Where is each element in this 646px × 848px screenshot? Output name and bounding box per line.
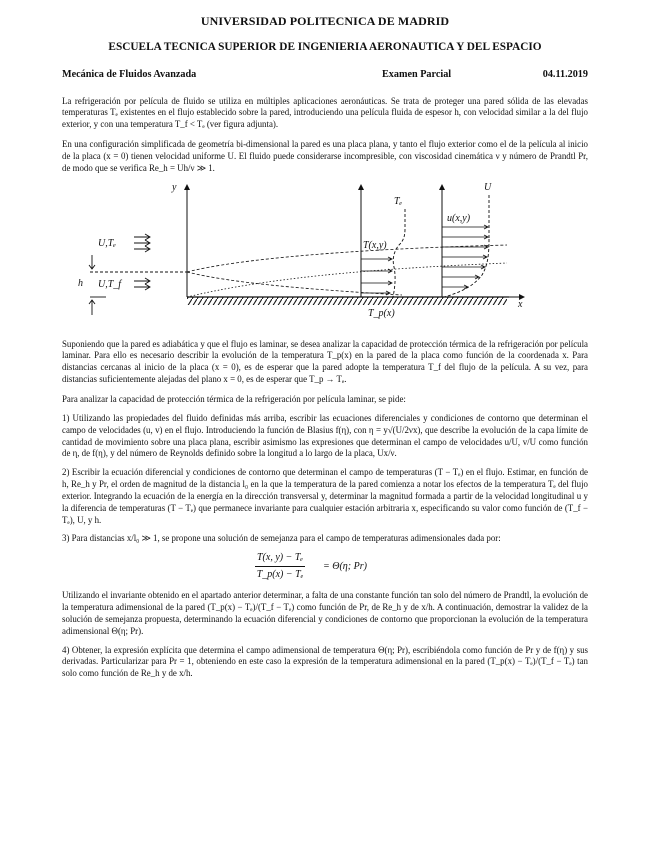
outer-velocity-label: U — [484, 181, 492, 193]
temperature-profile-label: T(x,y) — [363, 239, 387, 251]
formula-rhs: = Θ(η; Pr) — [323, 561, 367, 573]
temperature-profile-arrows — [361, 257, 392, 295]
film-flow-label: U,T_f — [98, 278, 122, 290]
university-title: UNIVERSIDAD POLITECNICA DE MADRID — [200, 14, 450, 28]
course-name: Mecánica de Fluidos Avanzada — [62, 68, 197, 80]
question-4: 4) Obtener, la expresión explícita que determina el campo adimensional de temperatura Θ(η; Pr), escribiéndola como función de Pr y de f(η) y sus derivadas. Particularizar para Pr = 1, obteniendo en este caso la expresión de la temperatura adimensional en la pared (T_p(x) − Tₑ)/(T_f − Tₑ) tan solo como función de Re_h y de x/h. — [62, 644, 588, 679]
outer-flow-arrows — [134, 234, 150, 252]
exam-date: 04.11.2019 — [542, 68, 588, 80]
film-thickness-label: h — [78, 277, 83, 289]
formula-fraction — [255, 551, 305, 581]
outer-temperature-label: Tₑ — [394, 195, 403, 207]
film-cooling-figure — [62, 179, 588, 337]
school-title: ESCUELA TECNICA SUPERIOR DE INGENIERIA AERONAUTICA Y DEL ESPACIO — [108, 40, 542, 53]
question-2: 2) Escribir la ecuación diferencial y condiciones de contorno que determinan el campo de temperaturas (T − Tₑ) en el flujo. Estimar, en función de h, Re_h y Pr, el orden de magnitud de la distancia l₀ en la que la temperatura de la pared comienza a notar los efectos de la temperatura Tₑ del flujo exterior. Integrando la ecuación de la energía en la dirección transversal y, determinar la magnitud formada a partir de la velocidad longitudinal u y la diferencia de temperaturas (T − Tₑ) que permanece invariante para cualquier estación arbitraria x, especificando su valor como función de (T_f − Tₑ), U, y h. — [62, 467, 588, 525]
x-axis-label: x — [518, 298, 523, 310]
film-edge-curve — [187, 272, 402, 295]
y-axis-label: y — [172, 181, 177, 193]
setup-paragraph: Suponiendo que la pared es adiabática y que el flujo es laminar, se desea analizar la capacidad de protección térmica de la refrigeración por película laminar. Para ello es necesario describir la evolución de la temperatura T_p(x) en la pared de la placa como función de la coordenada x. Para distancias cercanas al inicio de la placa (x = 0), es de esperar que la pared adopte la temperatura T_f del flujo de la película. A su vez, para distancias suficientemente alejadas del plano x = 0, es de esperar que T_p → Tₑ. — [62, 338, 588, 385]
formula-numerator: T(x, y) − Tₑ — [255, 551, 305, 566]
similarity-formula — [62, 549, 588, 585]
temperature-profile — [393, 209, 405, 297]
film-flow-arrows — [134, 278, 150, 290]
exam-type: Examen Parcial — [382, 68, 452, 80]
outer-flow-label: U,Tₑ — [98, 237, 116, 249]
thermal-layer-curve — [187, 245, 507, 272]
question-1: 1) Utilizando las propiedades del fluido definidas más arriba, escribir las ecuaciones diferenciales y condiciones de contorno que determinan el campo de velocidades (u, v) en el flujo. Introduciendo la función de Blasius f(η), con η = y√(U/2νx), que describe la evolución de la capa límite de cantidad de movimiento sobre una placa plana, escribir asimismo las expresiones que determinan el campo de velocidades u/U, v/U como función de η, de f(η), y del número de Reynolds definido sobre la longitud a lo largo de la placa, Ux/ν. — [62, 412, 588, 459]
velocity-profile-arrows — [442, 225, 488, 289]
formula-denominator: T_p(x) − Tₑ — [256, 568, 304, 580]
exam-meta-row — [62, 68, 588, 82]
intro-paragraph-2: En una configuración simplificada de geometría bi-dimensional la pared es una placa plana, y tanto el flujo exterior como el de la película al inicio de la placa (x = 0) tienen velocidad uniforme U. El fluido puede considerarse incompresible, con viscosidad cinemática ν y número de Prandtl Pr, de modo que se verifica Re_h = Uh/ν ≫ 1. — [62, 139, 588, 173]
question-3: 3) Para distancias x/l₀ ≫ 1, se propone una solución de semejanza para el campo de temperaturas adimensionales dada por: — [62, 533, 501, 544]
question-3-continued: Utilizando el invariante obtenido en el apartado anterior determinar, a falta de una constante función tan solo del número de Prandtl, la evolución de la temperatura adimensional de la pared (T_p(x) − Tₑ)/(T_f − Tₑ) como función de Pr, de Re_h y de x/h. A continuación, demostrar la validez de la solución de semejanza propuesta, determinando la ecuación diferencial y condiciones de contorno que proporcionan la evolución de la temperatura adimensional Θ(η; Pr). — [62, 590, 588, 636]
velocity-profile-label: u(x,y) — [447, 212, 471, 224]
task-intro: Para analizar la capacidad de protección térmica de la refrigeración por película laminar, se pide: — [62, 393, 406, 404]
intro-paragraph-1: La refrigeración por película de fluido se utiliza en múltiples aplicaciones aeronáuticas. Se trata de proteger una pared sólida de las elevadas temperaturas Tₑ existentes en el flujo establecido sobre la pared, introduciendo una película fluida de espesor h, con velocidad similar a la del flujo exterior, y con una temperatura T_f < Tₑ (ver figura adjunta). — [62, 95, 588, 130]
wall-temperature-label: T_p(x) — [368, 307, 395, 319]
film-cooling-diagram — [62, 179, 588, 337]
wall-hatching — [187, 297, 507, 305]
